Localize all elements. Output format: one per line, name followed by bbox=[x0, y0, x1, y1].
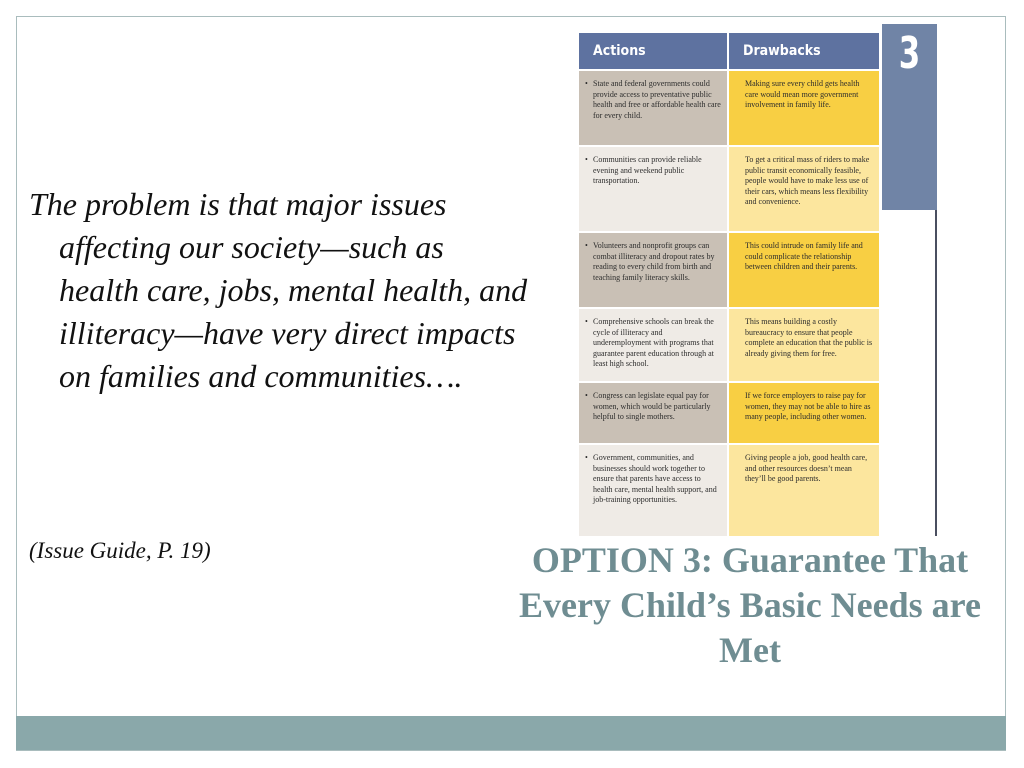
action-cell: • Government, communities, and businesses should work together to ensure that parents have access to health care, mental health support, and job-training opportunities. bbox=[579, 445, 729, 536]
table-row bbox=[579, 443, 879, 536]
table-row bbox=[579, 307, 879, 381]
action-cell: • Volunteers and nonprofit groups can combat illiteracy and dropout rates by reading to every child from birth and teaching family literacy skills. bbox=[579, 233, 729, 307]
actions-drawbacks-table bbox=[579, 33, 879, 536]
table-row bbox=[579, 381, 879, 443]
drawback-cell: This could intrude on family life and could complicate the relationship between children and their parents. bbox=[729, 233, 879, 307]
drawback-cell: If we force employers to raise pay for women, they may not be able to hire as many people, including other women. bbox=[729, 383, 879, 443]
drawback-cell: This means building a costly bureaucracy to ensure that people complete an education that the public is already giving them for free. bbox=[729, 309, 879, 381]
option-number: 3 bbox=[898, 28, 921, 79]
tab-rule bbox=[935, 210, 937, 536]
table-row bbox=[579, 69, 879, 145]
table-row bbox=[579, 145, 879, 231]
drawback-cell: Giving people a job, good health care, and other resources doesn’t mean they’ll be good parents. bbox=[729, 445, 879, 536]
action-cell: • Congress can legislate equal pay for women, which would be particularly helpful to single mothers. bbox=[579, 383, 729, 443]
action-cell: • Communities can provide reliable evening and weekend public transportation. bbox=[579, 147, 729, 231]
citation-text: (Issue Guide, P. 19) bbox=[29, 538, 211, 563]
option-number-tab bbox=[882, 24, 937, 210]
actions-header: Actions bbox=[579, 33, 729, 69]
table-row bbox=[579, 231, 879, 307]
drawbacks-header: Drawbacks bbox=[729, 33, 879, 69]
action-cell: • Comprehensive schools can break the cycle of illiteracy and underemployment with programs that guarantee parent education through at least high school. bbox=[579, 309, 729, 381]
footer-bar bbox=[16, 716, 1006, 750]
table-rows bbox=[579, 69, 879, 536]
action-cell: • State and federal governments could provide access to preventative public health and free or affordable health care for every child. bbox=[579, 71, 729, 145]
drawback-cell: Making sure every child gets health care would mean more government involvement in family life. bbox=[729, 71, 879, 145]
drawback-cell: To get a critical mass of riders to make public transit economically feasible, people would have to make less use of their cars, which means less flexibility and convenience. bbox=[729, 147, 879, 231]
option-title: OPTION 3: Guarantee That Every Child’s Basic Needs are Met bbox=[519, 540, 981, 670]
table-header bbox=[579, 33, 879, 69]
quote-text: The problem is that major issues affecting our society—such as health care, jobs, mental health, and illiteracy—have very direct impacts on families and communities…. bbox=[29, 186, 528, 394]
